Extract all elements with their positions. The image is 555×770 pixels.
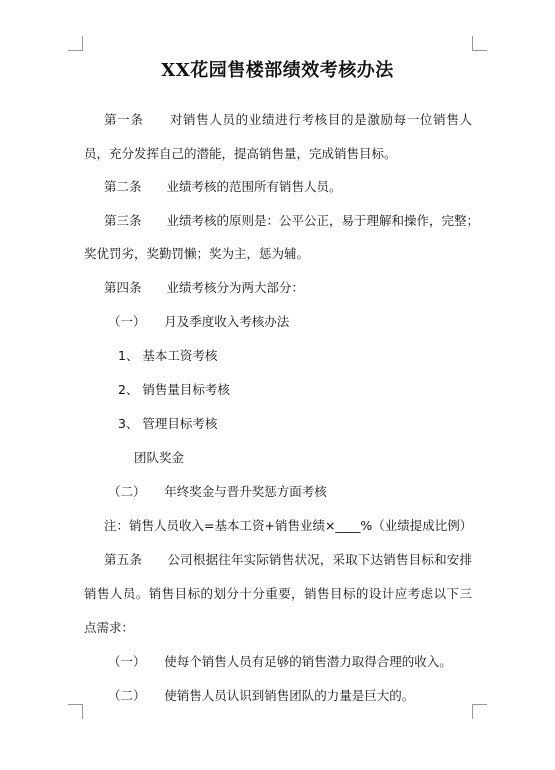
corner-mark-top-right: [472, 36, 487, 51]
article-5-line-2: 销售人员。销售目标的划分十分重要，销售目标的设计应考虑以下三: [84, 586, 472, 601]
corner-mark-bottom-left: [68, 704, 83, 719]
article-3-line-2: 奖优罚劣，奖勤罚懒；奖为主，惩为辅。: [84, 246, 310, 261]
item-3: 3、 管理目标考核: [118, 416, 218, 431]
article-1-line-1: 第一条 对销售人员的业绩进行考核目的是激励每一位销售人: [104, 112, 472, 127]
requirement-2: （二） 使销售人员认识到销售团队的力量是巨大的。: [108, 688, 415, 703]
corner-mark-bottom-right: [472, 704, 487, 719]
article-3-line-1: 第三条 业绩考核的原则是：公平公正，易于理解和操作，完整；: [104, 213, 480, 228]
corner-mark-top-left: [68, 36, 83, 51]
article-4: 第四条 业绩考核分为两大部分：: [104, 280, 305, 295]
income-note: 注：销售人员收入=基本工资+销售业绩×____%（业绩提成比例）: [104, 518, 473, 533]
document-title: XX花园售楼部绩效考核办法: [161, 60, 394, 81]
item-1: 1、 基本工资考核: [118, 348, 218, 363]
section-2-heading: （二） 年终奖金与晋升奖惩方面考核: [108, 484, 327, 499]
section-1-heading: （一） 月及季度收入考核办法: [108, 314, 290, 329]
article-1-line-2: 员，充分发挥自己的潜能，提高销售量，完成销售目标。: [84, 146, 397, 161]
team-bonus: 团队奖金: [134, 450, 185, 465]
article-5-line-1: 第五条 公司根据往年实际销售状况，采取下达销售目标和安排: [104, 552, 472, 567]
item-2: 2、 销售量目标考核: [118, 382, 230, 397]
article-2: 第二条 业绩考核的范围所有销售人员。: [104, 179, 342, 194]
requirement-1: （一） 使每个销售人员有足够的销售潜力取得合理的收入。: [108, 654, 452, 669]
article-5-line-3: 点需求：: [84, 620, 135, 635]
